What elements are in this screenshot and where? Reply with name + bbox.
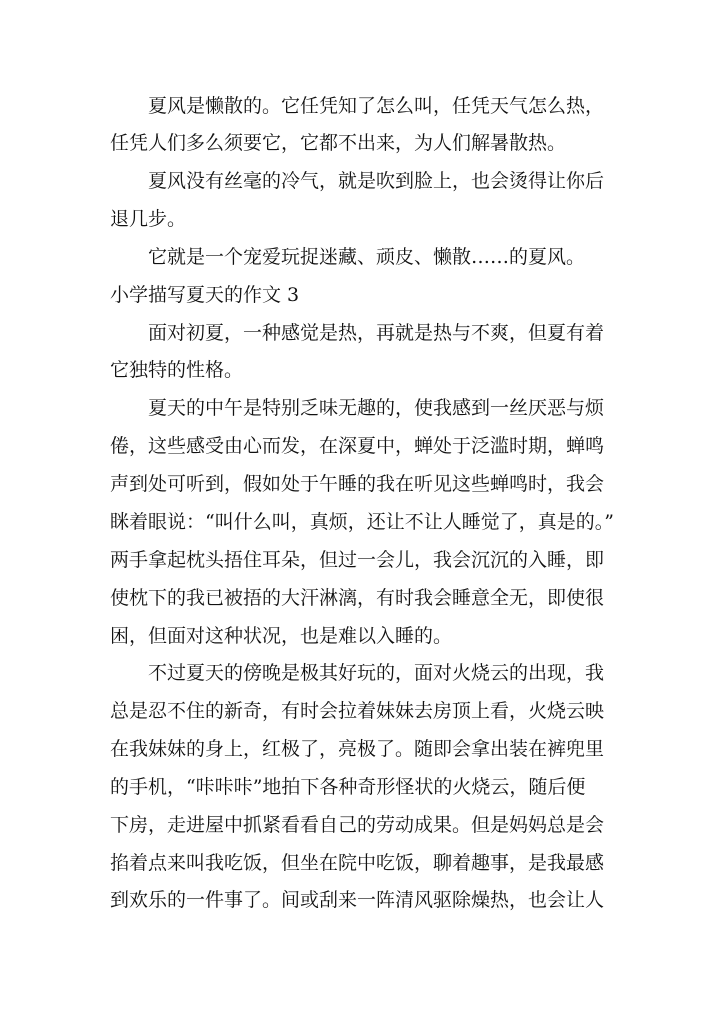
paragraph-line: 在我妹妹的身上，红极了，亮极了。随即会拿出装在裤兜里 bbox=[110, 738, 605, 760]
paragraph-line: 掐着点来叫我吃饭，但坐在院中吃饭，聊着趣事，是我最感 bbox=[110, 852, 605, 874]
paragraph-line: 两手拿起枕头捂住耳朵，但过一会儿，我会沉沉的入睡，即 bbox=[110, 549, 605, 571]
paragraph-line: 任凭人们多么须要它，它都不出来，为人们解暑散热。 bbox=[110, 132, 567, 154]
paragraph-line: 不过夏天的傍晚是极其好玩的，面对火烧云的出现，我 bbox=[148, 662, 605, 684]
paragraph-line: 倦，这些感受由心而发，在深夏中，蝉处于泛滥时期，蝉鸣 bbox=[110, 435, 605, 457]
paragraph-line: 面对初夏，一种感觉是热，再就是热与不爽，但夏有着 bbox=[148, 322, 605, 344]
section-heading: 小学描写夏天的作文 3 bbox=[110, 284, 300, 306]
paragraph-line: 夏风是懒散的。它任凭知了怎么叫，任凭天气怎么热， bbox=[148, 95, 605, 117]
paragraph-line: 声到处可听到，假如处于午睡的我在听见这些蝉鸣时，我会 bbox=[110, 473, 605, 495]
paragraph-line: 它独特的性格。 bbox=[110, 359, 244, 381]
paragraph-line: 的手机，“咔咔咔”地拍下各种奇形怪状的火烧云，随后便 bbox=[110, 776, 586, 798]
paragraph-line: 下房，走进屋中抓紧看看自己的劳动成果。但是妈妈总是会 bbox=[110, 814, 605, 836]
paragraph-line: 眯着眼说：“叫什么叫，真烦，还让不让人睡觉了，真是的。” bbox=[110, 511, 614, 533]
paragraph-line: 使枕下的我已被捂的大汗淋漓，有时我会睡意全无，即使很 bbox=[110, 587, 605, 609]
paragraph-line: 夏天的中午是特别乏味无趣的，使我感到一丝厌恶与烦 bbox=[148, 397, 605, 419]
paragraph-line: 它就是一个宠爱玩捉迷藏、顽皮、懒散……的夏风。 bbox=[148, 246, 586, 268]
paragraph-line: 困，但面对这种状况，也是难以入睡的。 bbox=[110, 625, 453, 647]
paragraph-line: 到欢乐的一件事了。间或刮来一阵清风驱除燥热，也会让人 bbox=[110, 889, 605, 911]
paragraph-line: 退几步。 bbox=[110, 208, 187, 230]
paragraph-line: 夏风没有丝毫的冷气，就是吹到脸上，也会烫得让你后 bbox=[148, 170, 605, 192]
paragraph-line: 总是忍不住的新奇，有时会拉着妹妹去房顶上看，火烧云映 bbox=[110, 700, 605, 722]
